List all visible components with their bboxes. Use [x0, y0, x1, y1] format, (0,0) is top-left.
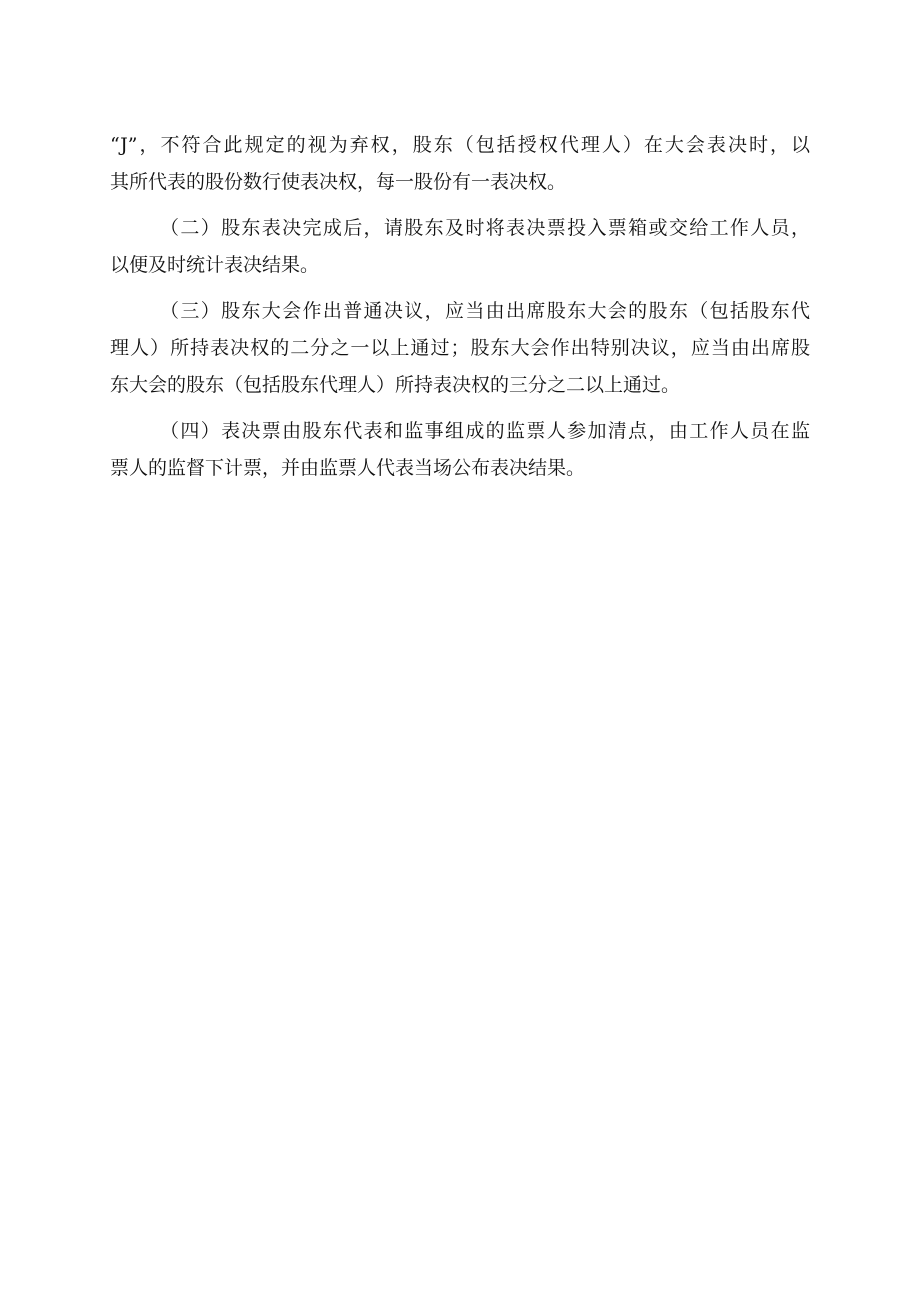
text-line: 票人的监督下计票，并由监票人代表当场公布表决结果。 [110, 457, 586, 479]
text-line: 其所代表的股份数行使表决权，每一股份有一表决权。 [110, 171, 567, 193]
text-line: （三）股东大会作出普通决议，应当由出席股东大会的股东（包括股东代 [160, 300, 810, 322]
text-line: （四）表决票由股东代表和监事组成的监票人参加清点，由工作人员在监 [160, 420, 810, 442]
paragraph-3 [110, 293, 810, 404]
paragraph-1 [110, 127, 810, 201]
paragraph-4 [110, 413, 810, 487]
text-line: 以便及时统计表决结果。 [110, 254, 320, 276]
text-line: 理人）所持表决权的二分之一以上通过；股东大会作出特别决议，应当由出席股 [110, 337, 810, 359]
paragraph-2 [110, 210, 810, 284]
text-line: （二）股东表决完成后，请股东及时将表决票投入票箱或交给工作人员， [160, 217, 810, 239]
document-body [110, 127, 810, 496]
text-line: 东大会的股东（包括股东代理人）所持表决权的三分之二以上通过。 [110, 374, 681, 396]
text-line: “J”，不符合此规定的视为弃权，股东（包括授权代理人）在大会表决时，以 [110, 134, 810, 156]
